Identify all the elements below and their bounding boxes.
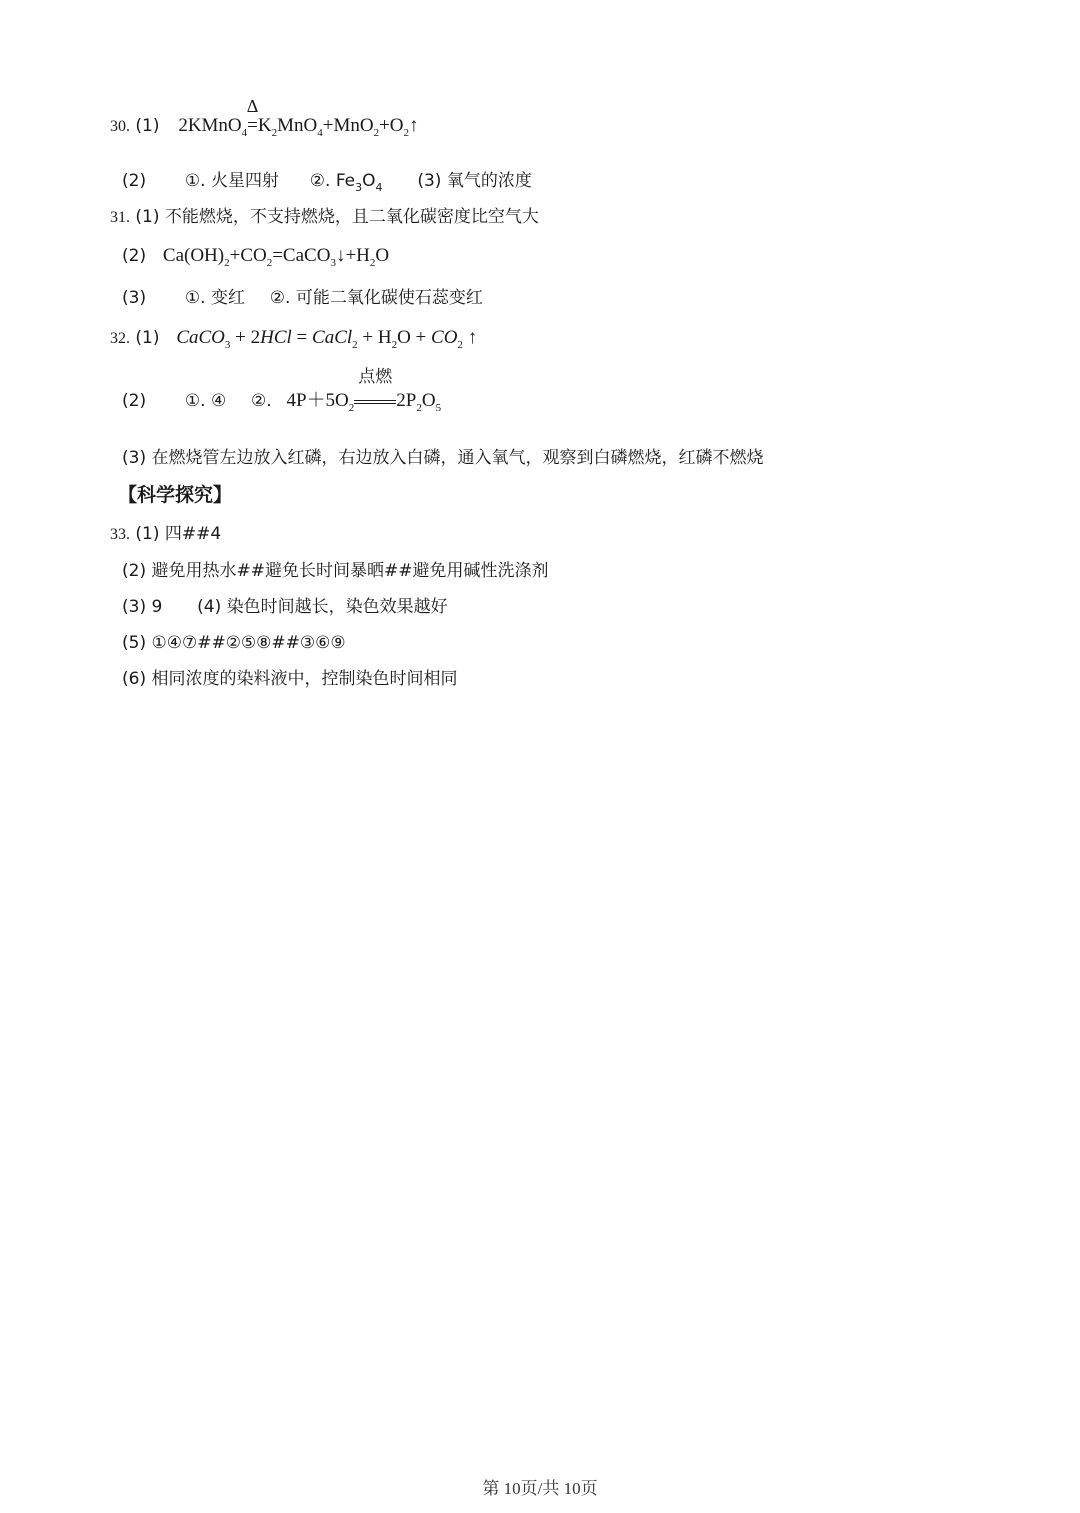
q32-part1 bbox=[110, 327, 477, 350]
answer: ①. 火星四射 bbox=[184, 171, 279, 191]
heat-condition: Δ bbox=[246, 96, 259, 116]
answer: ①. 变红 bbox=[184, 288, 245, 308]
answer: ①. ④ bbox=[184, 391, 227, 411]
part-label: (1) bbox=[135, 116, 160, 136]
answer: (3) 氧气的浓度 bbox=[417, 171, 532, 191]
question-number: 31. bbox=[110, 209, 130, 226]
page-footer: 第 10页/共 10页 bbox=[482, 1479, 598, 1498]
answer: (3) 在燃烧管左边放入红磷，右边放入白磷，通入氧气，观察到白磷燃烧，红磷不燃烧 bbox=[122, 448, 764, 468]
q32-part2 bbox=[122, 367, 442, 414]
chem-equation: CaCO$_3$ + 2HCl = CaCl$_2$ + $H_2O + CO_2$ ↑ bbox=[176, 327, 478, 351]
section-heading: 【科学探究】 bbox=[118, 484, 233, 506]
q32-part3 bbox=[122, 447, 763, 469]
gas-arrow: ↑ bbox=[409, 115, 419, 136]
q31-part2 bbox=[122, 245, 389, 267]
part-label: (1) bbox=[135, 328, 160, 348]
chem-equation: 2KMnO$_4$ Δ $=K_2MnO_4+MnO_2+O_2↑$ bbox=[178, 96, 419, 139]
q33-part6: (6) 相同浓度的染料液中，控制染色时间相同 bbox=[122, 669, 458, 689]
answer: ②. bbox=[251, 391, 272, 411]
part-label: (2) bbox=[122, 246, 147, 266]
answer: (3) 9 bbox=[122, 597, 163, 617]
answer: (1) 四##4 bbox=[135, 524, 222, 544]
q31-part3 bbox=[122, 287, 483, 309]
chem-equation: $4P+5O_2$ 点燃 $2P_2O_5$ bbox=[286, 367, 442, 414]
gas-arrow: ↑ bbox=[462, 327, 478, 348]
q30-part2 bbox=[122, 170, 532, 192]
q31-part1 bbox=[110, 206, 539, 229]
answer: (1) 不能燃烧，不支持燃烧，且二氧化碳密度比空气大 bbox=[135, 207, 539, 227]
q33-part2: (2) 避免用热水##避免长时间暴晒##避免用碱性洗涤剂 bbox=[122, 561, 549, 581]
reaction-condition: 点燃 bbox=[358, 367, 393, 387]
answer: ②. $Fe_3O_4$ bbox=[309, 171, 383, 194]
q33-part5: (5) ①④⑦##②⑤⑧##③⑥⑨ bbox=[122, 633, 346, 653]
question-number: 33. bbox=[110, 526, 130, 543]
question-number: 30. bbox=[110, 118, 130, 135]
part-label: (3) bbox=[122, 288, 147, 308]
q33-part3-4 bbox=[122, 596, 448, 618]
answer: (4) 染色时间越长，染色效果越好 bbox=[197, 597, 448, 617]
q30-part1 bbox=[110, 96, 419, 139]
answer: ②. 可能二氧化碳使石蕊变红 bbox=[269, 288, 483, 308]
q33-part1 bbox=[110, 523, 221, 546]
question-number: 32. bbox=[110, 330, 130, 347]
part-label: (2) bbox=[122, 391, 147, 411]
chem-equation: $Ca(OH)_2+CO_2=CaCO_3↓+H_2O$ bbox=[162, 245, 390, 269]
part-label: (2) bbox=[122, 171, 147, 191]
